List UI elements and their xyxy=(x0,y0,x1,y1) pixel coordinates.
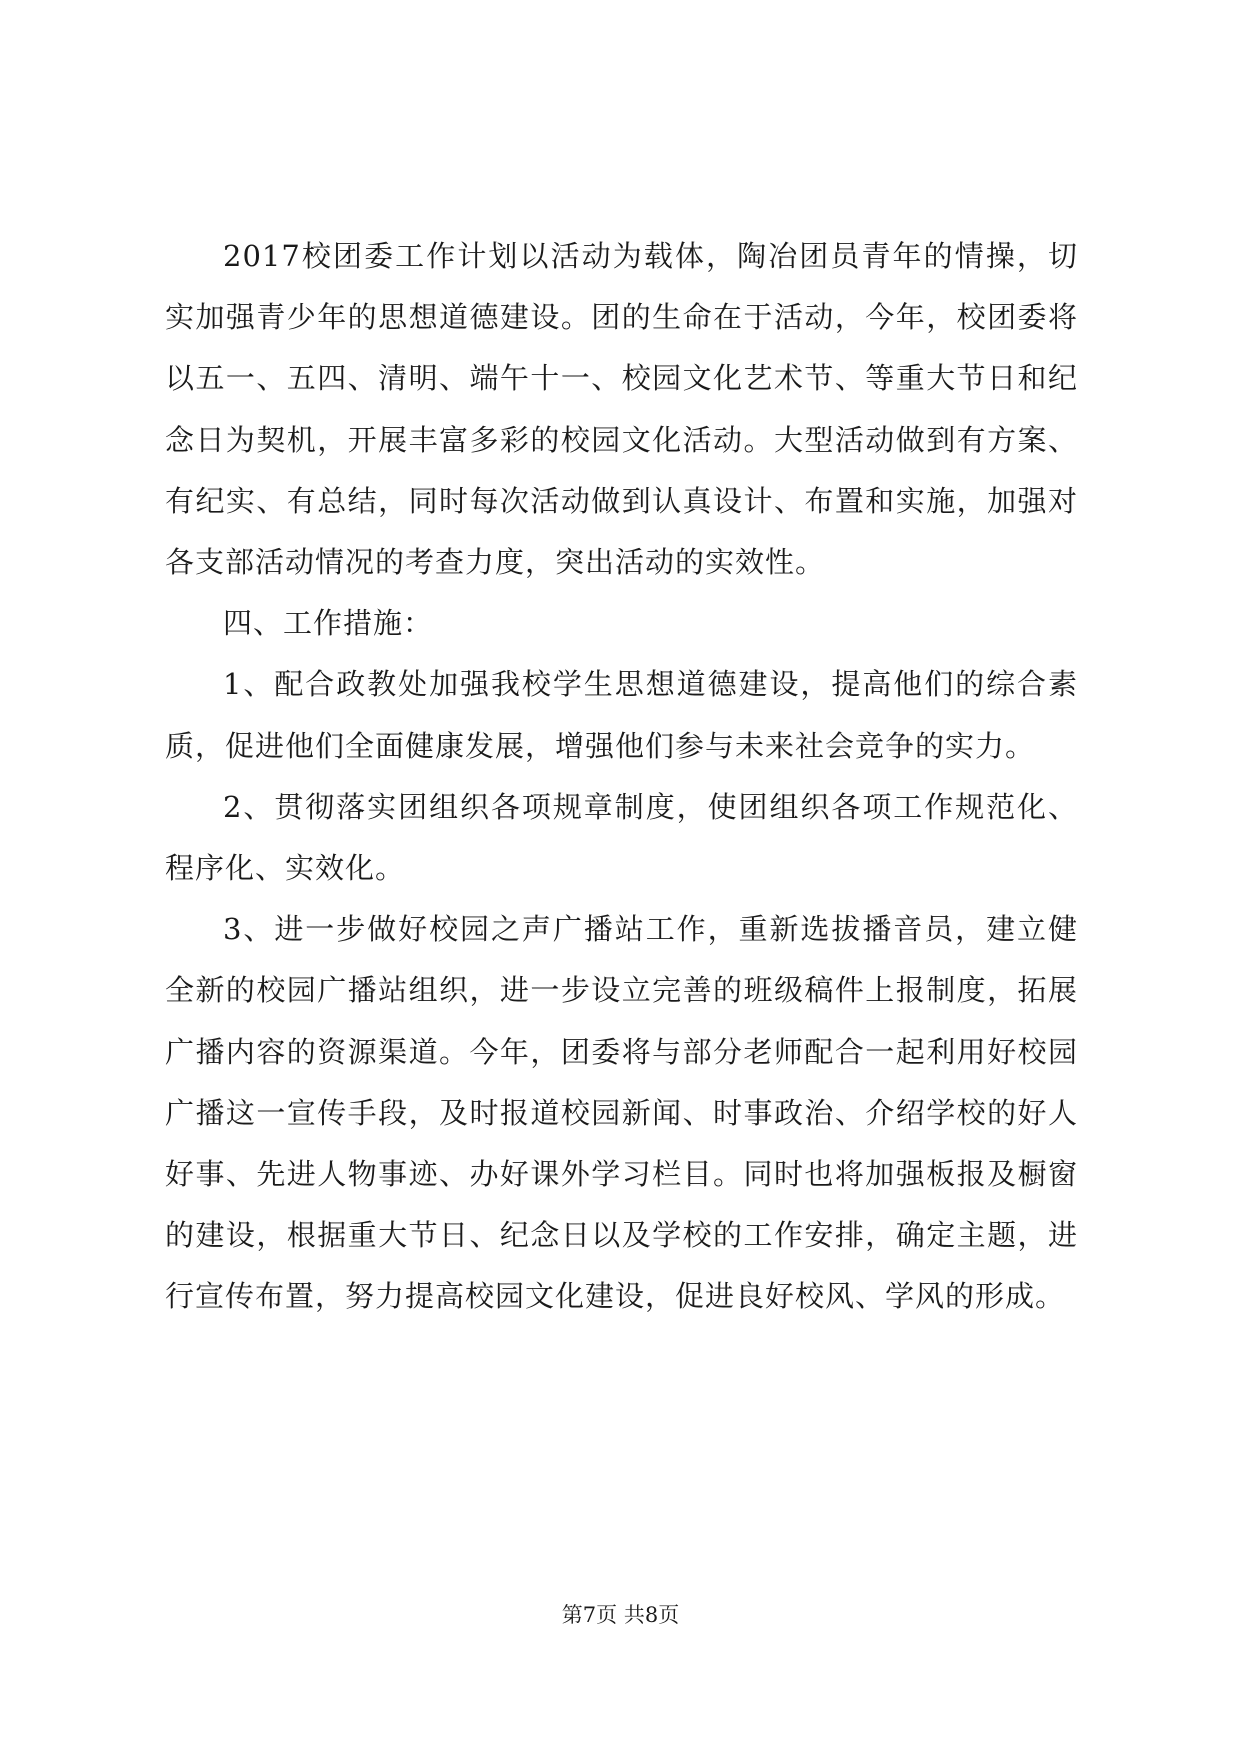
paragraph-measure-2: 2、贯彻落实团组织各项规章制度，使团组织各项工作规范化、程序化、实效化。 xyxy=(165,789,1078,886)
paragraph-activities: 2017校团委工作计划以活动为载体，陶冶团员青年的情操，切实加强青少年的思想道德建设。团的生命在于活动，今年，校团委将以五一、五四、清明、端午十一、校园文化艺术节、等重大节日和纪念日为契机，开展丰富多彩的校园文化活动。大型活动做到有方案、有纪实、有总结，同时每次活动做到认真设计、布置和实施，加强对各支部活动情况的考查力度，突出活动的实效性。 xyxy=(165,239,1078,580)
document-body xyxy=(165,226,1078,1328)
section-heading-work-measures: 四、工作措施： xyxy=(223,606,434,641)
paragraph-measure-1: 1、配合政教处加强我校学生思想道德建设，提高他们的综合素质，促进他们全面健康发展，增强他们参与未来社会竞争的实力。 xyxy=(165,667,1078,763)
paragraph-measure-3: 3、进一步做好校园之声广播站工作，重新选拔播音员，建立健全新的校园广播站组织，进一步设立完善的班级稿件上报制度，拓展广播内容的资源渠道。今年，团委将与部分老师配合一起利用好校园广播这一宣传手段，及时报道校园新闻、时事政治、介绍学校的好人好事、先进人物事迹、办好课外学习栏目。同时也将加强板报及橱窗的建设，根据重大节日、纪念日以及学校的工作安排，确定主题，进行宣传布置，努力提高校园文化建设，促进良好校风、学风的形成。 xyxy=(165,912,1078,1314)
page-number-footer: 第7页 共8页 xyxy=(561,1603,680,1627)
